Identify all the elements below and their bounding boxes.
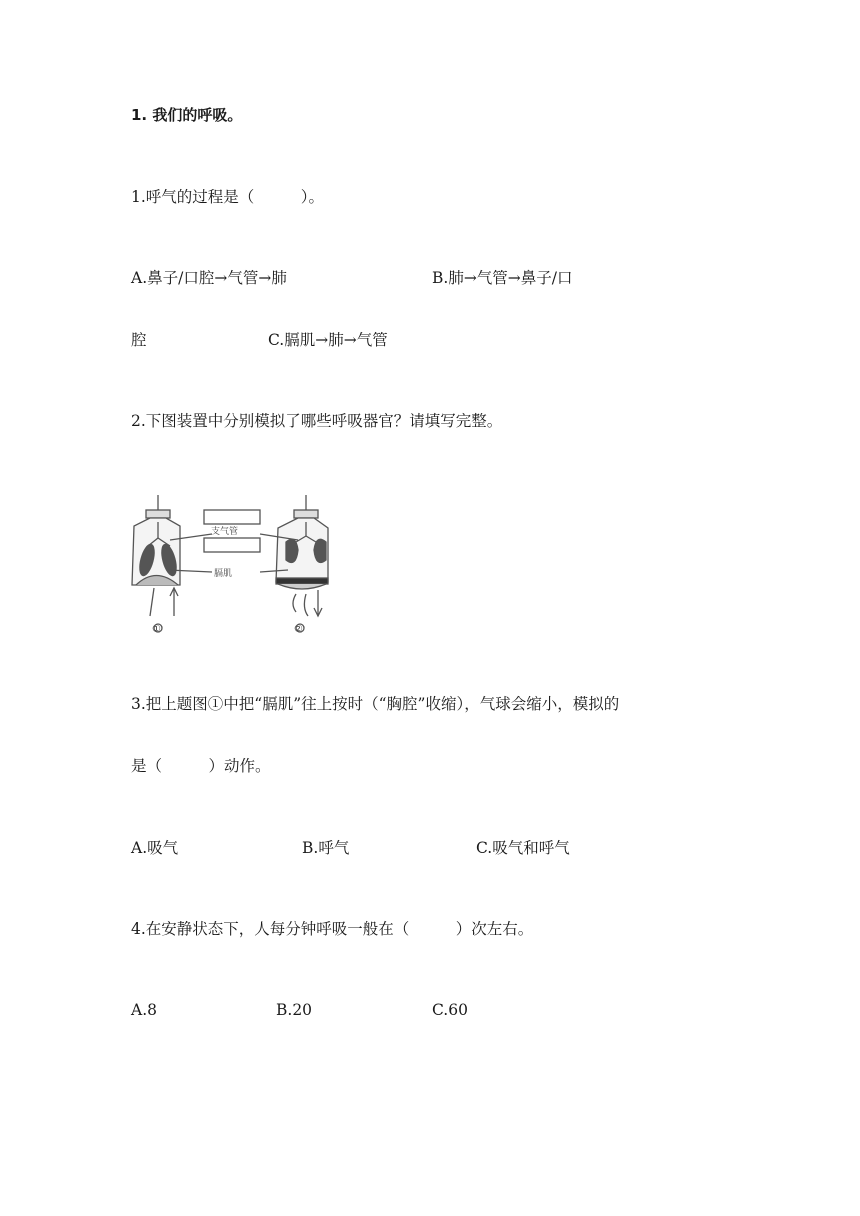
question-4-option-a: A.8 [131,1001,157,1019]
question-2-stem: 2.下图装置中分别模拟了哪些呼吸器官？请填写完整。 [131,412,503,430]
figure-marker-1: ① [152,624,161,635]
figure-label-bronchi: 支气管 [211,527,239,537]
question-4-stem: 4.在安静状态下，人每分钟呼吸一般在（ ）次左右。 [131,920,534,938]
figure-marker-2: ② [294,624,303,635]
question-3-option-b: B.呼气 [302,839,350,857]
question-4-option-c: C.60 [432,1001,468,1019]
question-1-stem: 1.呼气的过程是（ ）。 [131,188,325,206]
question-1-option-b: B.肺→气管→鼻子/口 [432,269,573,287]
question-3-stem-line-2: 是（ ）动作。 [131,757,271,775]
question-1-option-a: A.鼻子/口腔→气管→肺 [131,269,287,287]
question-3-option-a: A.吸气 [131,839,179,857]
question-1-option-b-continued: 腔 [131,331,147,349]
section-title: 1. 我们的呼吸。 [131,106,243,124]
question-4-option-b: B.20 [276,1001,313,1019]
question-3-stem-line-1: 3.把上题图①中把“膈肌”往上按时（“胸腔”收缩），气球会缩小，模拟的 [131,695,620,713]
figure-label-diaphragm: 膈肌 [214,569,233,579]
lung-model-figure [128,490,338,638]
question-1-option-c: C.膈肌→肺→气管 [268,331,388,349]
question-3-option-c: C.吸气和呼气 [476,839,570,857]
